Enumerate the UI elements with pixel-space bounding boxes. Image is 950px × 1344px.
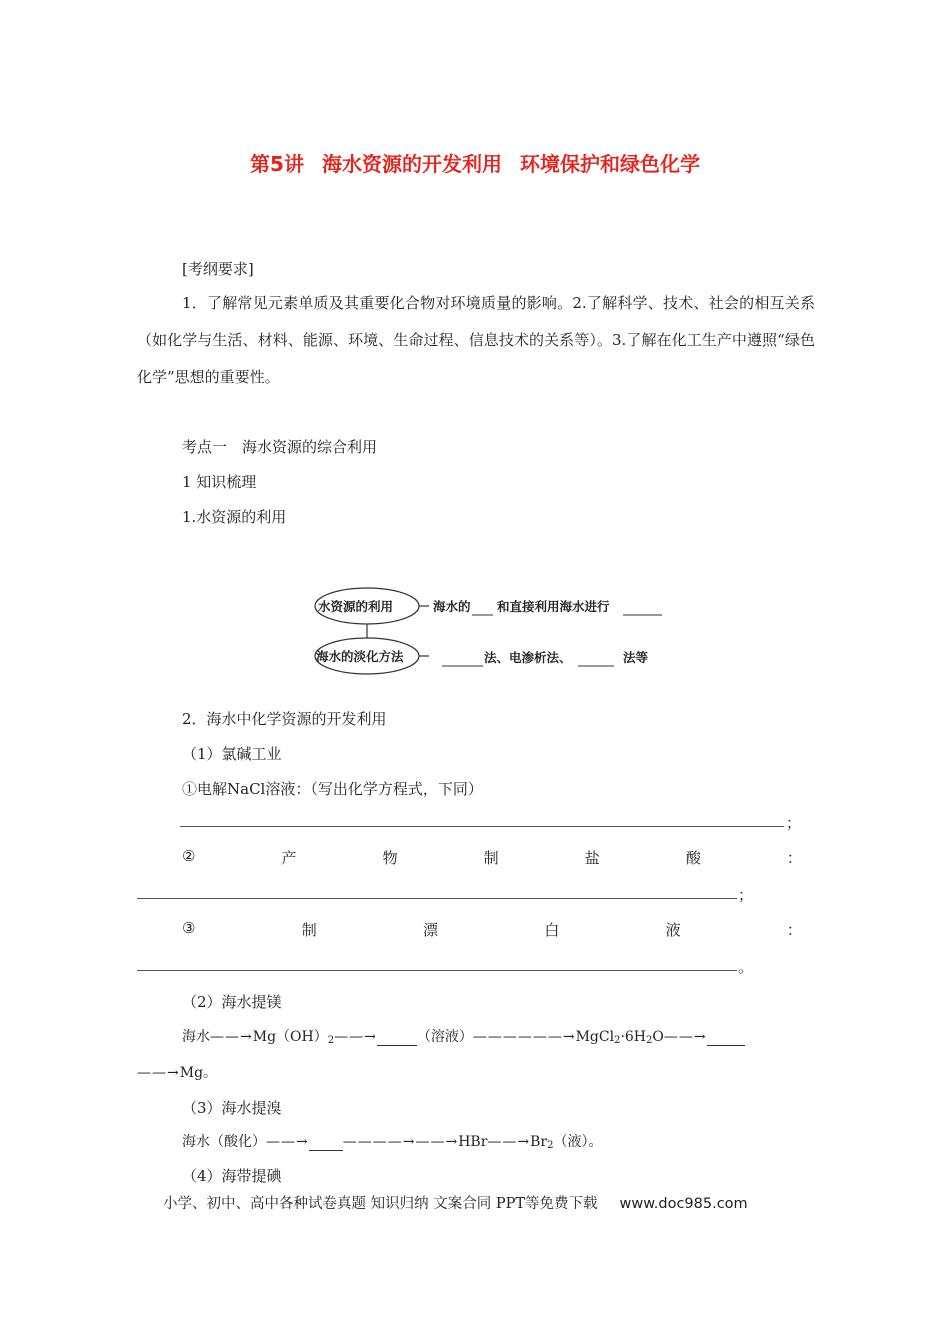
diagram-node1-label: 水资源的利用 (318, 599, 394, 614)
question-2: ② 产 物 制 盐 酸 ： (182, 847, 802, 867)
bromine-flow: 海水（酸化）——→ $————\to——\to HBr——\to Br_2$（液）。 (182, 1134, 603, 1151)
answer-blank-1[interactable] (180, 826, 784, 827)
requirements-text: 1．了解常见元素单质及其重要化合物对环境质量的影响。2.了解科学、技术、社会的相互关系（如化学与生活、材料、能源、环境、生命过程、信息技术的关系等）。3.了解在化工生产中遵照“绿色化学”思想的重要性。 (137, 294, 815, 386)
answer-blank-3[interactable] (137, 970, 737, 971)
kaodian-heading: 考点一 海水资源的综合利用 (182, 438, 378, 456)
diagram-node2-text-a: 法、电渗析法、 (484, 650, 572, 665)
chem-resource-heading: 2．海水中化学资源的开发利用 (182, 710, 387, 728)
chlor-alkali-heading: （1）氯碱工业 (182, 745, 282, 763)
bromine-heading: （3）海水提溴 (182, 1099, 282, 1117)
arrow-icon: ——————→ (472, 1029, 576, 1045)
answer-blank-2[interactable] (137, 898, 737, 899)
title-lecture: 第5讲 (250, 152, 304, 176)
arrow-icon: ——→ (487, 1134, 531, 1150)
knowledge-heading: 1 知识梳理 (182, 473, 257, 491)
diagram-node1-text-b: 和直接利用海水进行 (497, 599, 610, 614)
footer-text: 小学、初中、高中各种试卷真题 知识归纳 文案合同 PPT等免费下载 (163, 1196, 598, 1212)
diagram-node2-label: 海水的淡化方法 (316, 649, 404, 664)
page-title (0, 148, 950, 177)
arrow-icon: ——→ (266, 1134, 309, 1150)
answer-3-end: 。 (738, 958, 754, 976)
blank-mg-1[interactable] (377, 1029, 417, 1046)
blank-mg-2[interactable] (707, 1029, 745, 1046)
diagram-node1-text-a: 海水的 (433, 599, 471, 614)
requirements-heading: [考纲要求] (182, 260, 254, 278)
title-subtopic: 环境保护和绿色化学 (519, 152, 700, 176)
diagram-node2-text-b: 法等 (623, 650, 649, 665)
magnesium-flow-end: ——→Mg。 (137, 1065, 218, 1081)
answer-1-end: ； (786, 814, 802, 832)
footer-url[interactable]: www.doc985.com (619, 1196, 748, 1212)
page-footer (163, 1192, 748, 1213)
blank-br-1[interactable] (309, 1134, 343, 1151)
arrow-icon: ——→ (663, 1029, 707, 1045)
title-topic: 海水资源的开发利用 (321, 152, 502, 176)
answer-2-end: ； (738, 886, 754, 904)
question-3: ③ 制 漂 白 液 ： (182, 919, 802, 939)
arrow-icon: ————→——→ (342, 1134, 459, 1150)
question-1: ①电解NaCl溶液：（写出化学方程式，下同） (182, 780, 483, 798)
magnesium-heading: （2）海水提镁 (182, 993, 282, 1011)
arrow-icon: ——→ (137, 1065, 180, 1081)
arrow-icon: ——→ (210, 1029, 253, 1045)
magnesium-flow: 海水$——\to Mg(OH)_2——\to$ （溶液）$——————\to MgCl_2\cdot 6H_2O——\to$ (182, 1026, 745, 1046)
iodine-heading: （4）海带提碘 (182, 1167, 282, 1185)
water-resource-heading: 1.水资源的利用 (182, 508, 287, 526)
arrow-icon: ——→ (334, 1029, 377, 1045)
